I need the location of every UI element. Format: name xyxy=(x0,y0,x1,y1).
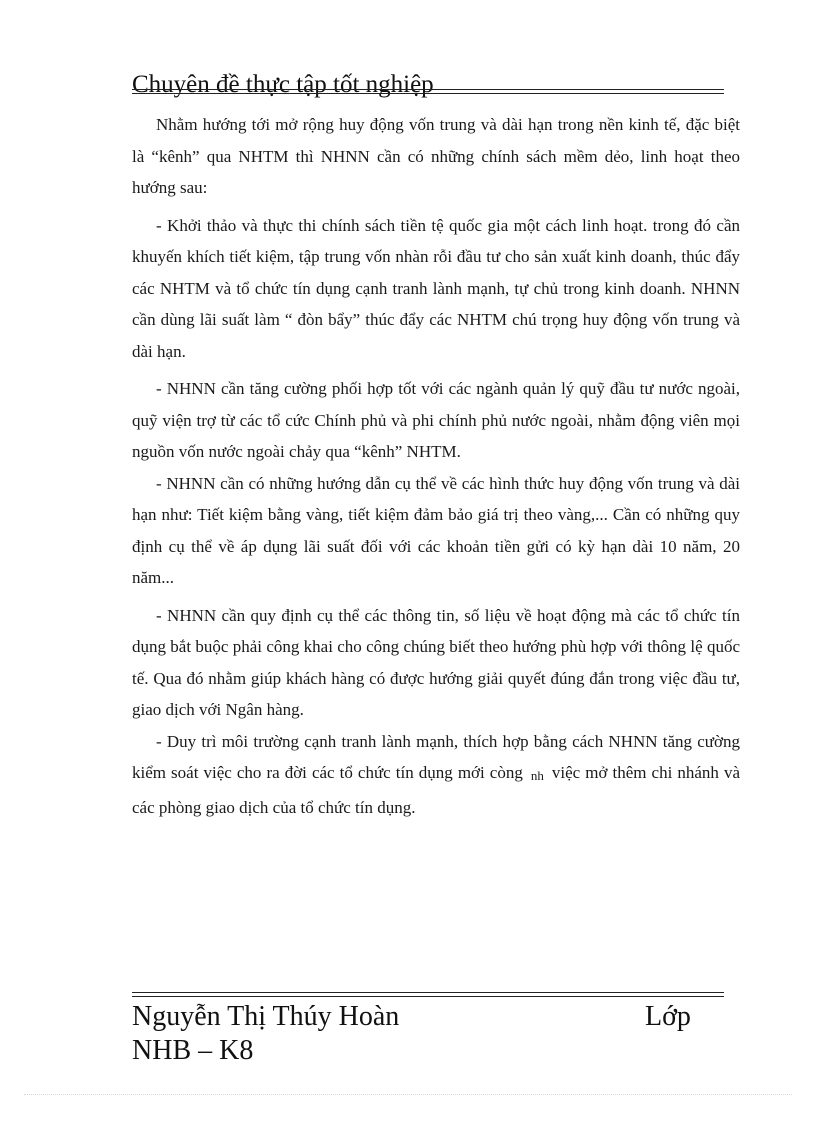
paragraph-competition xyxy=(132,726,740,824)
header-rule-bottom xyxy=(132,93,724,94)
paragraph-deposit-forms: - NHNN cần có những hướng dẫn cụ thể về các hình thức huy động vốn trung và dài hạn như: Tiết kiệm bằng vàng, tiết kiệm đảm bảo giá trị theo vàng,... Cần có những quy định cụ thể về áp dụng lãi suất đối với các khoản tiền gửi có kỳ hạn dài 10 năm, 20 năm... xyxy=(132,473,740,587)
footer-rule-top xyxy=(132,992,724,993)
footer-class-label: Lớp xyxy=(645,1001,691,1032)
header-title: Chuyên đề thực tập tốt nghiệp xyxy=(132,71,434,98)
header-rule-top xyxy=(132,89,724,90)
paragraph-foreign-funds: - NHNN cần tăng cường phối hợp tốt với các ngành quản lý quỹ đầu tư nước ngoài, quỹ viện trợ từ các tổ cức Chính phủ và phi chính phủ nước ngoài, nhằm động viên mọi nguồn vốn nước ngoài chảy qua “kênh” NHTM. xyxy=(132,379,740,461)
page-header xyxy=(132,66,724,100)
paragraph-competition-small-word: nh xyxy=(530,768,544,783)
paragraph-disclosure: - NHNN cần quy định cụ thể các thông tin, số liệu về hoạt động mà các tổ chức tín dụng bắt buộc phải công khai cho công chúng biết theo hướng phù hợp với thông lệ quốc tế. Qua đó nhằm giúp khách hàng có được hướng giải quyết đúng đắn trong việc đầu tư, giao dịch với Ngân hàng. xyxy=(132,605,740,719)
paragraph-intro: Nhằm hướng tới mở rộng huy động vốn trung và dài hạn trong nền kinh tế, đặc biệt là “kênh” qua NHTM thì NHNN cần có những chính sách mềm dẻo, linh hoạt theo hướng sau: xyxy=(132,115,740,197)
document-body xyxy=(132,109,740,823)
paragraph-competition-part-2: việc mở thêm chi nhánh và các phòng giao dịch của tổ chức tín dụng. xyxy=(132,763,740,817)
paragraph-monetary-policy: - Khởi thảo và thực thi chính sách tiền tệ quốc gia một cách linh hoạt. trong đó cần khuyến khích tiết kiệm, tập trung vốn nhàn rỗi đầu tư cho sản xuất kinh doanh, thúc đẩy các NHTM và tổ chức tín dụng cạnh tranh lành mạnh, tự chủ trong kinh doanh. NHNN cần dùng lãi suất làm “ đòn bẩy” thúc đẩy các NHTM chú trọng huy động vốn trung và dài hạn. xyxy=(132,215,740,361)
footer-rule-bottom xyxy=(132,996,724,997)
footer-author-name: Nguyễn Thị Thúy Hoàn xyxy=(132,1001,400,1032)
footer-rules xyxy=(132,992,724,1000)
paragraph-competition-part-1: - Duy trì môi trường cạnh tranh lành mạnh, thích hợp bằng cách NHNN tăng cường kiểm soát việc cho ra đời các tổ chức tín dụng mới còng xyxy=(132,731,740,782)
page-bottom-edge xyxy=(24,1094,792,1095)
footer-class-value: NHB – K8 xyxy=(132,1035,254,1066)
